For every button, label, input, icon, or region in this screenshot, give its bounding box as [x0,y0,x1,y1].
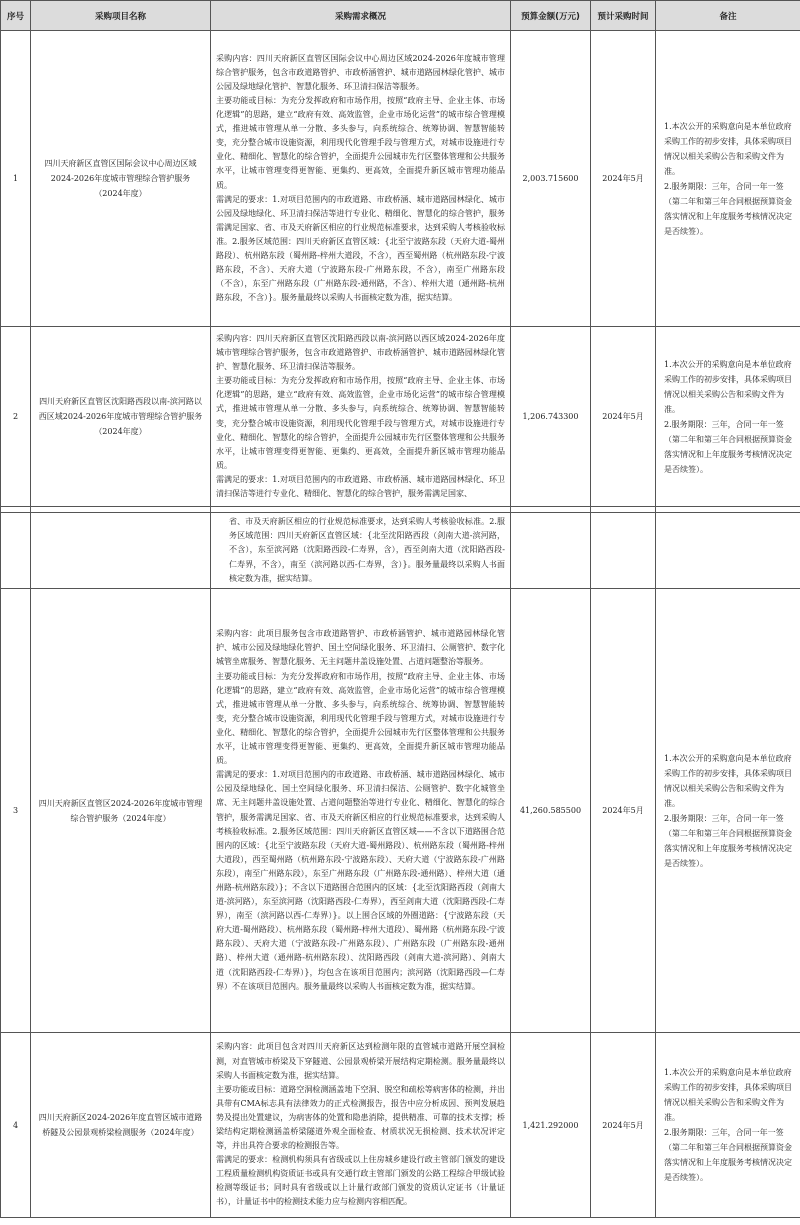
remarks [656,1033,800,1218]
row-number: 1 [1,31,31,327]
procurement-time: 2024年5月 [591,31,656,327]
remark-paragraph: 2.服务期限：三年，合同一年一签（第二年和第三年合同根据预算资金落实情况和上年度服务考核情况决定是否续签）。 [664,419,792,474]
procurement-time: 2024年5月 [591,1033,656,1218]
table-header-row [1,1,800,31]
requirement-paragraph: 采购内容：此项目包含对四川天府新区达到检测年限的直管城市道路开展空洞检测，对直管城市桥梁及下穿隧道、公园景观桥梁开展结构定期检测。服务量最终以采购人书面核定数为准，据实结算。 [216,1042,505,1080]
header-time: 预计采购时间 [591,1,656,31]
row-number [1,513,31,589]
budget-amount: 1,421.292000 [511,1033,591,1218]
requirement-paragraph: 需满足的要求：1.对项目范围内的市政道路、市政桥涵、城市道路园林绿化、环卫清扫保洁等进行专业化、精细化、智慧化的综合管护，服务需满足国家、 [216,474,505,498]
requirement-paragraph: 采购内容：此项目服务包含市政道路管护、市政桥涵管护、城市道路园林绿化管护、城市公园及绿地绿化管护、国土空间绿化服务、环卫清扫、公厕管护、数字化城管坐席服务、智慧化服务、无主问题井盖设施处置、占道问题整治等服务。 [216,629,505,667]
requirements-summary [211,31,511,327]
table-row [1,327,800,507]
requirements-summary [211,1033,511,1218]
remarks [656,589,800,1033]
project-name: 四川天府新区直管区沈阳路西段以南-滨河路以西区域2024-2026年度城市管理综合管护服务（2024年度） [31,327,211,507]
remark-paragraph: 2.服务期限：三年，合同一年一签（第二年和第三年合同根据预算资金落实情况和上年度服务考核情况决定是否续签）。 [664,813,792,868]
row-number: 2 [1,327,31,507]
budget-amount: 2,003.715600 [511,31,591,327]
procurement-time [591,513,656,589]
header-budget: 预算金额(万元) [511,1,591,31]
requirement-paragraph: 需满足的要求：1.对项目范围内的市政道路、市政桥涵、城市道路园林绿化、城市公园及绿地绿化、环卫清扫保洁等进行专业化、精细化、智慧化的综合管护，服务需满足国家、省、市及天府新区相应的行业规范标准要求，达到采购人考核验收标准。2.服务区域范围：四川天府新区直管区域：{北至宁波路东段（天府大道-蜀州路段）、杭州路东段（蜀州路-梓州大道段，不含），西至蜀州路（杭州路东段-宁波路东段，不含）、天府大道（宁波路东段-广州路东段，不含），南至广州路东段（不含），东至广州路东段（广州路东段-通州路，不含）、梓州大道（通州路-杭州路东段，不含）}。服务量最终以采购人书面核定数为准，据实结算。 [216,194,505,303]
requirements-summary [211,327,511,507]
requirement-paragraph: 主要功能或目标：为充分发挥政府和市场作用，按照“政府主导、企业主体、市场化逻辑”的思路，建立“政府有效、高效监管，企业市场化运营”的城市综合管理模式，推进城市管理从单一分散、多头参与，向系统综合、统筹协调、智慧智能转变，充分整合城市设施资源，利用现代化管理手段与管理方式，对城市设施进行专业化、精细化、智慧化的综合管护，全面提升公园城市先行区整体管理和公共服务水平，让城市管理变得更智能、更集约、更高效，全面提升新区城市管理功能品质。 [216,376,505,470]
budget-amount: 41,260.585500 [511,589,591,1033]
project-name [31,513,211,589]
requirement-paragraph: 采购内容：四川天府新区直管区国际会议中心周边区域2024-2026年度城市管理综合管护服务，包含市政道路管护、市政桥涵管护、城市道路园林绿化管护、城市公园及绿地绿化管护、智慧化服务、环卫清扫保洁等服务。 [216,53,505,91]
remark-paragraph: 2.服务期限：三年，合同一年一签（第二年和第三年合同根据预算资金落实情况和上年度服务考核情况决定是否续签）。 [664,1128,792,1182]
remarks [656,327,800,507]
remarks [656,31,800,327]
remark-paragraph: 2.服务期限：三年，合同一年一签（第二年和第三年合同根据预算资金落实情况和上年度服务考核情况决定是否续签）。 [664,181,792,236]
header-name: 采购项目名称 [31,1,211,31]
remark-paragraph: 1.本次公开的采购意向是本单位政府采购工作的初步安排，具体采购项目情况以相关采购公告和采购文件为准。 [664,121,792,176]
budget-amount: 1,206.743300 [511,327,591,507]
procurement-time: 2024年5月 [591,327,656,507]
table-row [1,1033,800,1218]
remark-paragraph: 1.本次公开的采购意向是本单位政府采购工作的初步安排，具体采购项目情况以相关采购公告和采购文件为准。 [664,359,792,414]
header-desc: 采购需求概况 [211,1,511,31]
header-num: 序号 [1,1,31,31]
remarks [656,513,800,589]
requirement-paragraph: 需满足的要求：1.对项目范围内的市政道路、市政桥涵、城市道路园林绿化、城市公园及绿地绿化、国土空间绿化服务、环卫清扫保洁、公厕管护、数字化城管坐席、无主问题井盖设施处置、占道问题整治等进行专业化、精细化、智慧化的综合管护，服务需满足国家、省、市及天府新区相应的行业规范标准要求，达到采购人考核验收标准。2.服务区域范围：四川天府新区直管区域——不含以下道路围合范围内的区域：{北至宁波路东段（天府大道-蜀州路段）、杭州路东段（蜀州路-梓州大道段），西至蜀州路（杭州路东段-宁波路东段）、天府大道（宁波路东段-广州路东段），南至广州路东段），东至广州路东段（广州路东段-通州路）、梓州大道（通州路-杭州路东段）}；不含以下道路围合范围内的区域：{北至沈阳路西段（剑南大道-滨河路），东至滨河路（沈阳路西段-仁寿界），西至剑南大道（沈阳路西段-仁寿界），南至（滨河路以西-仁寿界）}。以上围合区域的外圈道路：{宁波路东段（天府大道-蜀州路段）、杭州路东段（蜀州路-梓州大道段）、蜀州路（杭州路东段-宁波路东段）、天府大道（宁波路东段-广州路东段）、广州路东段（广州路东段-通州路）、梓州大道（通州路-杭州路东段）、沈阳路西段（剑南大道-滨河路）、剑南大道（沈阳路西段-仁寿界）}，均包含在该项目范围内；滨河路（沈阳路西段—仁寿界）不在该项目范围内。服务量最终以采购人书面核定数为准，据实结算。 [216,770,505,991]
table-row [1,31,800,327]
budget-amount [511,513,591,589]
table-row [1,589,800,1033]
requirement-paragraph: 主要功能或目标：为充分发挥政府和市场作用，按照“政府主导、企业主体、市场化逻辑”的思路，建立“政府有效、高效监管，企业市场化运营”的城市综合管理模式，推进城市管理从单一分散、多头参与，向系统综合、统筹协调、智慧智能转变，充分整合城市设施资源，利用现代化管理手段与管理方式，对城市设施进行专业化、精细化、智慧化的综合管护，全面提升公园城市先行区整体管理和公共服务水平，让城市管理变得更智能、更集约、更高效，全面提升新区城市管理功能品质。 [216,671,505,766]
remark-paragraph: 1.本次公开的采购意向是本单位政府采购工作的初步安排，具体采购项目情况以相关采购公告和采购文件为准。 [664,753,792,808]
requirements-summary [211,589,511,1033]
requirement-paragraph: 需满足的要求：检测机构须具有省级或以上住房城乡建设行政主管部门颁发的建设工程质量检测机构资质证书或具有交通行政主管部门颁发的公路工程综合甲级试验检测等级证书；同时具有省级或以上计量行政部门颁发的资质认定证书（计量证书），计量证书中的检测技术能力应与检测内容相匹配。 [216,1155,505,1207]
requirement-paragraph: 省、市及天府新区相应的行业规范标准要求，达到采购人考核验收标准。2.服务区域范围：四川天府新区直管区域：{北至沈阳路西段（剑南大道-滨河路，不含），东至滨河路（沈阳路西段-仁寿界，含），西至剑南大道（沈阳路西段-仁寿界，不含），南至（滨河路以西-仁寿界，含）}。服务量最终以采购人书面核定数为准，据实结算。 [229,517,505,583]
table-row-continuation [1,513,800,589]
requirement-paragraph: 主要功能或目标：道路空洞检测涵盖地下空洞、脱空和疏松等病害体的检测，并出具带有CMA标志具有法律效力的正式检测报告，报告中应分析成因、预判发展趋势及提出处置建议，为病害体的处置和隐患消除，提供精准、可靠的技术支撑；桥梁结构定期检测涵盖桥梁隧道外观全面检查、材质状况无损检测、技术状况评定等，并出具符合要求的检测报告等。 [216,1084,505,1151]
project-name: 四川天府新区直管区2024-2026年度城市管理综合管护服务（2024年度） [31,589,211,1033]
procurement-time: 2024年5月 [591,589,656,1033]
requirements-summary [211,513,511,589]
project-name: 四川天府新区2024-2026年度直管区城市道路桥隧及公园景观桥梁检测服务（2024年度） [31,1033,211,1218]
row-number: 4 [1,1033,31,1218]
project-name: 四川天府新区直管区国际会议中心周边区域2024-2026年度城市管理综合管护服务（2024年度） [31,31,211,327]
row-number: 3 [1,589,31,1033]
remark-paragraph: 1.本次公开的采购意向是本单位政府采购工作的初步安排，具体采购项目情况以相关采购公告和采购文件为准。 [664,1068,792,1122]
requirement-paragraph: 采购内容：四川天府新区直管区沈阳路西段以南-滨河路以西区域2024-2026年度城市管理综合管护服务，包含市政道路管护、市政桥涵管护、城市道路园林绿化管护、智慧化服务、环卫清扫保洁等服务。 [216,333,505,372]
header-note: 备注 [656,1,800,31]
requirement-paragraph: 主要功能或目标：为充分发挥政府和市场作用，按照“政府主导、企业主体、市场化逻辑”的思路，建立“政府有效、高效监管，企业市场化运营”的城市综合管理模式，推进城市管理从单一分散、多头参与，向系统综合、统筹协调、智慧智能转变，充分整合城市设施资源，利用现代化管理手段与管理方式，对城市设施进行专业化、精细化、智慧化的综合管护，全面提升公园城市先行区整体管理和公共服务水平，让城市管理变得更智能、更集约、更高效，全面提升新区城市管理功能品质。 [216,95,505,190]
